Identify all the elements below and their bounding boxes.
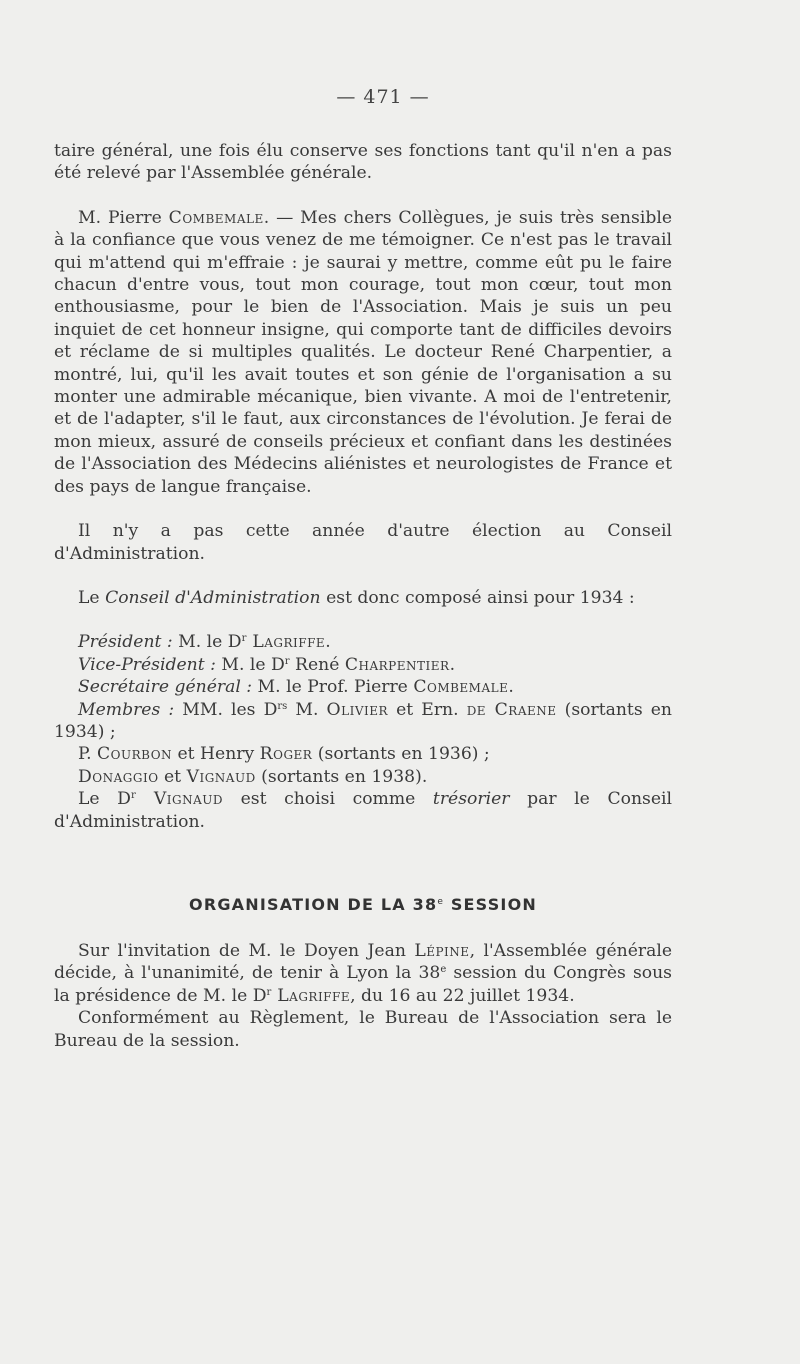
council-members-line2: P. Courbon et Henry Roger (sortants en 1936) ; xyxy=(78,744,490,765)
council-members: Membres : MM. les $D^{rs}$ M. Olivier et Ern. de Craene (sortants en 1934) ; xyxy=(54,699,672,742)
page-number: — 471 — xyxy=(336,86,430,108)
council-vice-president: Vice-Président : M. le $D^r$ René Charpentier. xyxy=(78,654,456,675)
council-title: Conseil d'Administration xyxy=(105,587,321,608)
section-heading: ORGANISATION DE LA 38e SESSION xyxy=(189,894,537,914)
speech-text: . — Mes chers Collègues, je suis très sensible à la confiance que vous venez de me témoigner. Ce n'est pas le travail qui m'attend qui m'effraie : je saurai y mettre, comme eût pu le faire chacun d'entre vous, tout mon courage, tout mon cœur, tout mon enthousiasme, pour le bien de l'Association. Mais je suis un peu inquiet de cet honneur insigne, qui comporte tant de difficiles devoirs et réclame de si multiples qualités. Le docteur René Charpentier, a montré, lui, qu'il les avait toutes et son génie de l'organisation a su monter une admirable mécanique, bien vivante. A moi de l'entretenir, et de l'adapter, s'il le faut, aux circonstances de l'évolution. Je ferai de mon mieux, assuré de conseils précieux et confiant dans les destinées de l'Association des Médecins aliénistes et neurologistes de France et des pays de langue française. xyxy=(54,207,672,497)
speaker-prefix: M. Pierre xyxy=(78,207,162,228)
council-president: Président : M. le $D^r$ Lagriffe. xyxy=(78,632,331,653)
council-treasurer: Le $D^r$ Vignaud est choisi comme trésorier par le Conseil d'Administration. xyxy=(54,789,672,832)
paragraph-bureau: Conformément au Règlement, le Bureau de l'Association sera le Bureau de la session. xyxy=(54,1008,672,1051)
paragraph-election: Il n'y a pas cette année d'autre élection au Conseil d'Administration. xyxy=(54,521,672,564)
paragraph-council-intro: Le Conseil d'Administration est donc composé ainsi pour 1934 : xyxy=(78,587,635,608)
speaker-name: Combemale xyxy=(168,207,264,228)
council-list xyxy=(54,631,672,833)
paragraph-session: Sur l'invitation de M. le Doyen Jean Lépine, l'Assemblée générale décide, à l'unanimité, de tenir à Lyon la 38e session du Congrès sous la présidence de M. le $D^r$ Lagriffe, du 16 au 22 juillet 1934. xyxy=(54,940,672,1006)
council-members-line3: Donaggio et Vignaud (sortants en 1938). xyxy=(78,766,428,787)
paragraph-speech xyxy=(54,207,672,498)
council-secretary: Secrétaire général : M. le Prof. Pierre Combemale. xyxy=(78,677,514,698)
paragraph-continuation: taire général, une fois élu conserve ses fonctions tant qu'il n'en a pas été relevé par l'Assemblée générale. xyxy=(54,141,672,184)
